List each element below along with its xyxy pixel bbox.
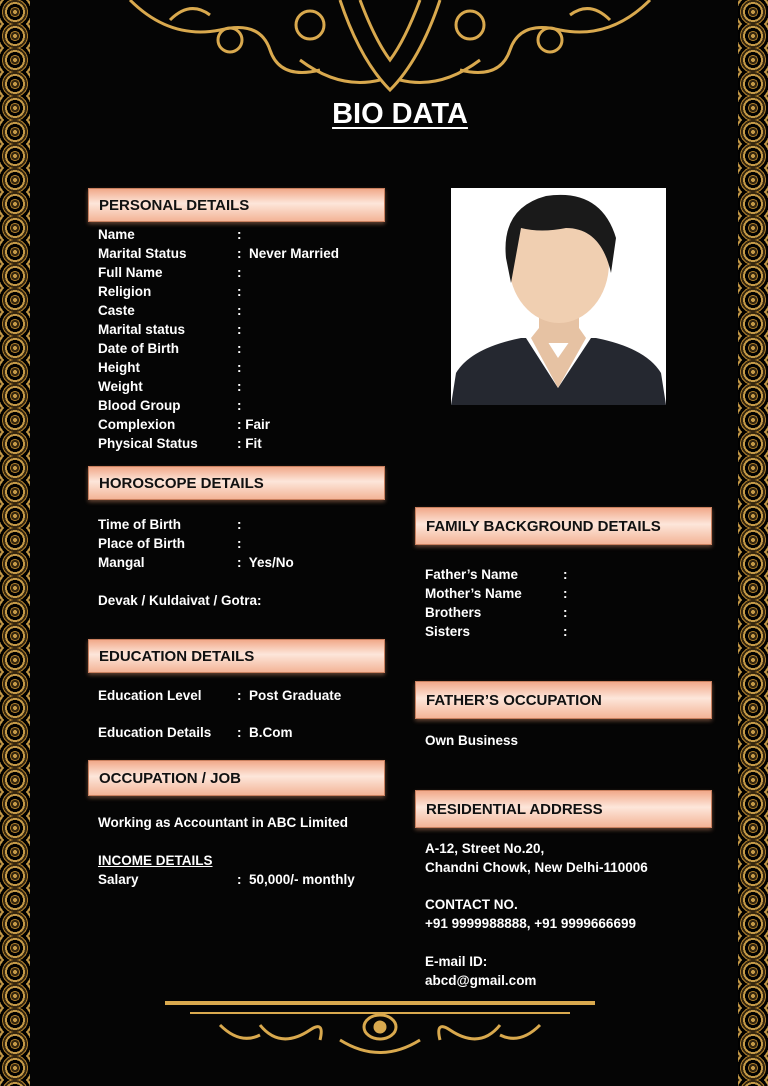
salary-value: : 50,000/- monthly <box>237 872 355 887</box>
field-value: : <box>237 322 242 337</box>
field-label: Physical Status <box>98 436 198 451</box>
field-value: : <box>563 605 568 620</box>
horoscope-details-header: HOROSCOPE DETAILS <box>88 466 385 500</box>
field-label: Complexion <box>98 417 176 432</box>
field-value: : <box>563 624 568 639</box>
field-value: : <box>563 586 568 601</box>
contact-numbers: +91 9999988888, +91 9999666699 <box>425 916 636 931</box>
profile-photo <box>451 188 666 405</box>
field-value: : <box>237 284 242 299</box>
field-value: : <box>237 265 242 280</box>
field-label: Marital status <box>98 322 186 337</box>
field-label: Religion <box>98 284 152 299</box>
field-value: : Never Married <box>237 246 340 261</box>
field-value: : <box>237 227 242 242</box>
right-ornamental-border <box>738 0 768 1086</box>
field-value: : Fit <box>237 436 262 451</box>
field-label: Marital Status <box>98 246 187 261</box>
field-label: Date of Birth <box>98 341 179 356</box>
field-label: Education Details <box>98 725 212 740</box>
field-label: Father’s Name <box>425 567 519 582</box>
top-ornament <box>110 0 670 100</box>
personal-details-header: PERSONAL DETAILS <box>88 188 385 222</box>
residential-address-header: RESIDENTIAL ADDRESS <box>415 790 712 828</box>
field-label: Blood Group <box>98 398 181 413</box>
field-value: : <box>237 341 242 356</box>
education-details-header: EDUCATION DETAILS <box>88 639 385 673</box>
fathers-occupation-header: FATHER’S OCCUPATION <box>415 681 712 719</box>
salary-label: Salary <box>98 872 139 887</box>
field-label: Brothers <box>425 605 482 620</box>
left-ornamental-border <box>0 0 30 1086</box>
address-line-2: Chandni Chowk, New Delhi-110006 <box>425 860 648 875</box>
field-label: Caste <box>98 303 135 318</box>
family-background-header: FAMILY BACKGROUND DETAILS <box>415 507 712 545</box>
field-value: : B.Com <box>237 725 293 740</box>
address-line-1: A-12, Street No.20, <box>425 841 545 856</box>
gotra-label: Devak / Kuldaivat / Gotra: <box>98 593 262 608</box>
bottom-ornament <box>160 995 600 1065</box>
occupation-text: Working as Accountant in ABC Limited <box>98 815 349 830</box>
field-value: : <box>237 379 242 394</box>
income-details-heading: INCOME DETAILS <box>98 853 213 868</box>
field-value: : <box>237 536 242 551</box>
page-title: BIO DATA <box>332 98 468 130</box>
field-value: : <box>237 398 242 413</box>
field-label: Mother’s Name <box>425 586 522 601</box>
email-label: E-mail ID: <box>425 954 488 969</box>
field-label: Time of Birth <box>98 517 182 532</box>
field-value: : <box>237 360 242 375</box>
field-label: Sisters <box>425 624 471 639</box>
contact-label: CONTACT NO. <box>425 897 518 912</box>
occupation-header: OCCUPATION / JOB <box>88 760 385 796</box>
field-label: Education Level <box>98 688 202 703</box>
field-value: : Yes/No <box>237 555 294 570</box>
field-label: Height <box>98 360 140 375</box>
field-label: Place of Birth <box>98 536 186 551</box>
field-label: Weight <box>98 379 143 394</box>
field-value: : <box>237 517 242 532</box>
field-value: : <box>563 567 568 582</box>
avatar-icon <box>451 188 666 405</box>
field-label: Mangal <box>98 555 145 570</box>
field-value: : <box>237 303 242 318</box>
email-value: abcd@gmail.com <box>425 973 537 988</box>
field-value: : Fair <box>237 417 271 432</box>
field-value: : Post Graduate <box>237 688 342 703</box>
field-label: Full Name <box>98 265 163 280</box>
field-label: Name <box>98 227 135 242</box>
fathers-occupation-text: Own Business <box>425 733 519 748</box>
